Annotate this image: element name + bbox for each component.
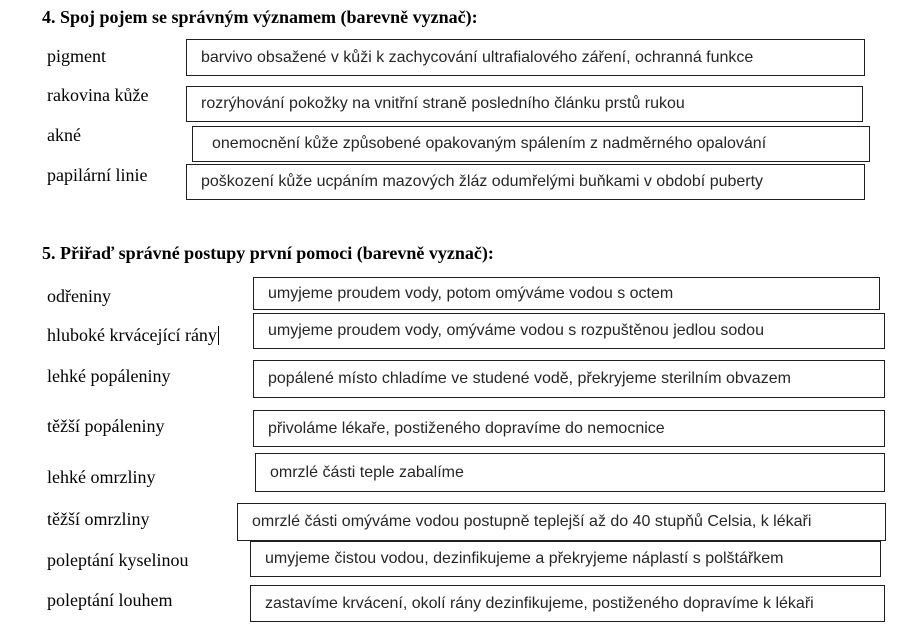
definition-text: rozrýhování pokožky na vnitřní straně posledního článku prstů rukou (201, 95, 685, 112)
procedure-text: omrzlé části teple zabalíme (270, 463, 464, 481)
procedure-box-7[interactable] (250, 541, 881, 577)
procedure-box-8[interactable] (250, 585, 885, 622)
term-poleptani-louhem[interactable]: poleptání louhem (47, 590, 173, 610)
procedure-box-1[interactable] (253, 277, 880, 310)
procedure-text: umyjeme čistou vodou, dezinfikujeme a překryjeme náplastí s polštářkem (265, 550, 784, 567)
procedure-text: omrzlé části omýváme vodou postupně teplejší až do 40 stupňů Celsia, k lékaři (252, 513, 812, 530)
definition-box-2[interactable] (186, 86, 863, 122)
procedure-text: zastavíme krvácení, okolí rány dezinfikujeme, postiženého dopravíme k lékaři (265, 594, 814, 612)
definition-text: onemocnění kůže způsobené opakovaným spálením z nadměrného opalování (212, 135, 767, 152)
procedure-text: popálené místo chladíme ve studené vodě, překryjeme sterilním obvazem (268, 370, 791, 387)
procedure-box-5[interactable] (255, 453, 885, 492)
term-papilarni-linie[interactable]: papilární linie (47, 165, 148, 185)
definition-text: barvivo obsažené v kůži k zachycování ultrafialového záření, ochranná funkce (201, 48, 754, 66)
procedure-box-2[interactable] (253, 313, 885, 349)
term-lehke-omrzliny[interactable]: lehké omrzliny (47, 467, 156, 487)
term-pigment[interactable]: pigment (47, 46, 106, 66)
definition-box-1[interactable] (186, 39, 865, 76)
term-poleptani-kyselinou[interactable]: poleptání kyselinou (47, 550, 189, 570)
definition-text: poškození kůže ucpáním mazových žláz odumřelými buňkami v období puberty (201, 173, 764, 190)
term-lehke-popaleniny[interactable]: lehké popáleniny (47, 366, 171, 386)
section5-title: 5. Přiřaď správné postupy první pomoci (barevně vyznač): (42, 243, 494, 263)
definition-box-4[interactable] (186, 164, 865, 200)
procedure-box-3[interactable] (253, 360, 885, 398)
procedure-text: přivoláme lékaře, postiženého dopravíme do nemocnice (268, 419, 665, 437)
term-hluboke-krvacejici-rany[interactable] (47, 325, 219, 346)
term-odreniny[interactable]: odřeniny (47, 286, 111, 306)
text-cursor (218, 326, 220, 345)
procedure-text: umyjeme proudem vody, omýváme vodou s rozpuštěnou jedlou sodou (268, 322, 764, 339)
term-rakovina-kuze[interactable]: rakovina kůže (47, 85, 149, 105)
term-tezsi-omrzliny[interactable]: těžší omrzliny (47, 509, 150, 529)
definition-box-3[interactable] (192, 126, 870, 162)
term-akne[interactable]: akné (47, 125, 81, 145)
procedure-box-4[interactable] (253, 410, 885, 447)
term-label: hluboké krvácející rány (47, 325, 217, 345)
term-tezsi-popaleniny[interactable]: těžší popáleniny (47, 416, 165, 436)
section4-title: 4. Spoj pojem se správným významem (barevně vyznač): (42, 7, 478, 27)
procedure-text: umyjeme proudem vody, potom omýváme vodou s octem (268, 284, 674, 302)
procedure-box-6[interactable] (237, 503, 886, 541)
